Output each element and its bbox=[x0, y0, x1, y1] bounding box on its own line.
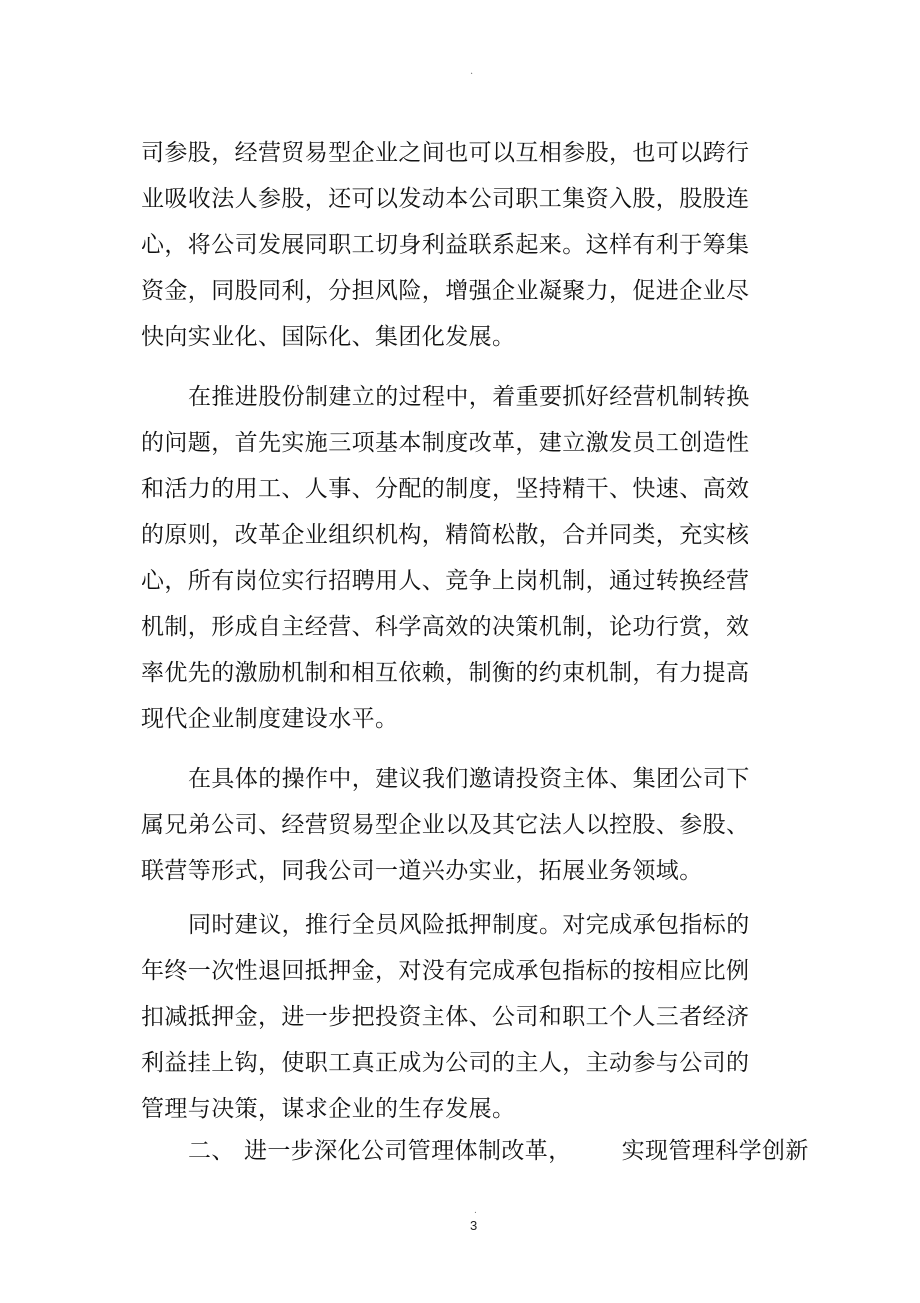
text-line: 心，所有岗位实行招聘用人、竞争上岗机制，通过转换经营 bbox=[141, 568, 750, 594]
text-line: 机制，形成自主经营、科学高效的决策机制，论功行赏，效 bbox=[141, 614, 750, 640]
paragraph-3 bbox=[141, 756, 781, 894]
text-line: 率优先的激励机制和相互依赖，制衡的约束机制，有力提高 bbox=[141, 660, 750, 686]
text-line: 现代企业制度建设水平。 bbox=[141, 706, 399, 732]
text-line: 利益挂上钩，使职工真正成为公司的主人，主动参与公司的 bbox=[141, 1050, 750, 1076]
text-line: 的原则，改革企业组织机构，精简松散，合并同类，充实核 bbox=[141, 522, 750, 548]
paragraph-4 bbox=[141, 902, 781, 1132]
section-heading bbox=[188, 1128, 809, 1174]
text-line: 和活力的用工、人事、分配的制度，坚持精干、快速、高效 bbox=[141, 476, 750, 502]
text-line: 年终一次性退回抵押金，对没有完成承包指标的按相应比例 bbox=[141, 958, 750, 984]
text-line: 在推进股份制建立的过程中，着重要抓好经营机制转换 bbox=[188, 384, 750, 410]
section-title-part-2: 实现管理科学创新 bbox=[621, 1138, 809, 1164]
text-line: 同时建议，推行全员风险抵押制度。对完成承包指标的 bbox=[188, 912, 750, 938]
header-dot: . bbox=[470, 66, 474, 77]
paragraph-1 bbox=[141, 130, 781, 360]
text-line: 属兄弟公司、经营贸易型企业以及其它法人以控股、参股、 bbox=[141, 812, 750, 838]
section-title-part-1: 进一步深化公司管理体制改革， bbox=[244, 1138, 572, 1164]
text-line: 的问题，首先实施三项基本制度改革，建立激发员工创造性 bbox=[141, 430, 750, 456]
text-line: 业吸收法人参股，还可以发动本公司职工集资入股，股股连 bbox=[141, 186, 750, 212]
text-line: 司参股，经营贸易型企业之间也可以互相参股，也可以跨行 bbox=[141, 140, 750, 166]
paragraph-2 bbox=[141, 374, 781, 742]
footer-dot: . bbox=[474, 1206, 477, 1216]
text-line: 在具体的操作中，建议我们邀请投资主体、集团公司下 bbox=[188, 766, 750, 792]
text-line: 资金，同股同利，分担风险，增强企业凝聚力，促进企业尽 bbox=[141, 278, 750, 304]
text-line: 扣减抵押金，进一步把投资主体、公司和职工个人三者经济 bbox=[141, 1004, 750, 1030]
text-line: 管理与决策，谋求企业的生存发展。 bbox=[141, 1096, 516, 1122]
page-number: 3 bbox=[470, 1218, 478, 1233]
section-number: 二、 bbox=[188, 1138, 235, 1164]
text-line: 联营等形式，同我公司一道兴办实业，拓展业务领域。 bbox=[141, 858, 703, 884]
text-line: 心，将公司发展同职工切身利益联系起来。这样有利于筹集 bbox=[141, 232, 750, 258]
text-line: 快向实业化、国际化、集团化发展。 bbox=[141, 324, 516, 350]
